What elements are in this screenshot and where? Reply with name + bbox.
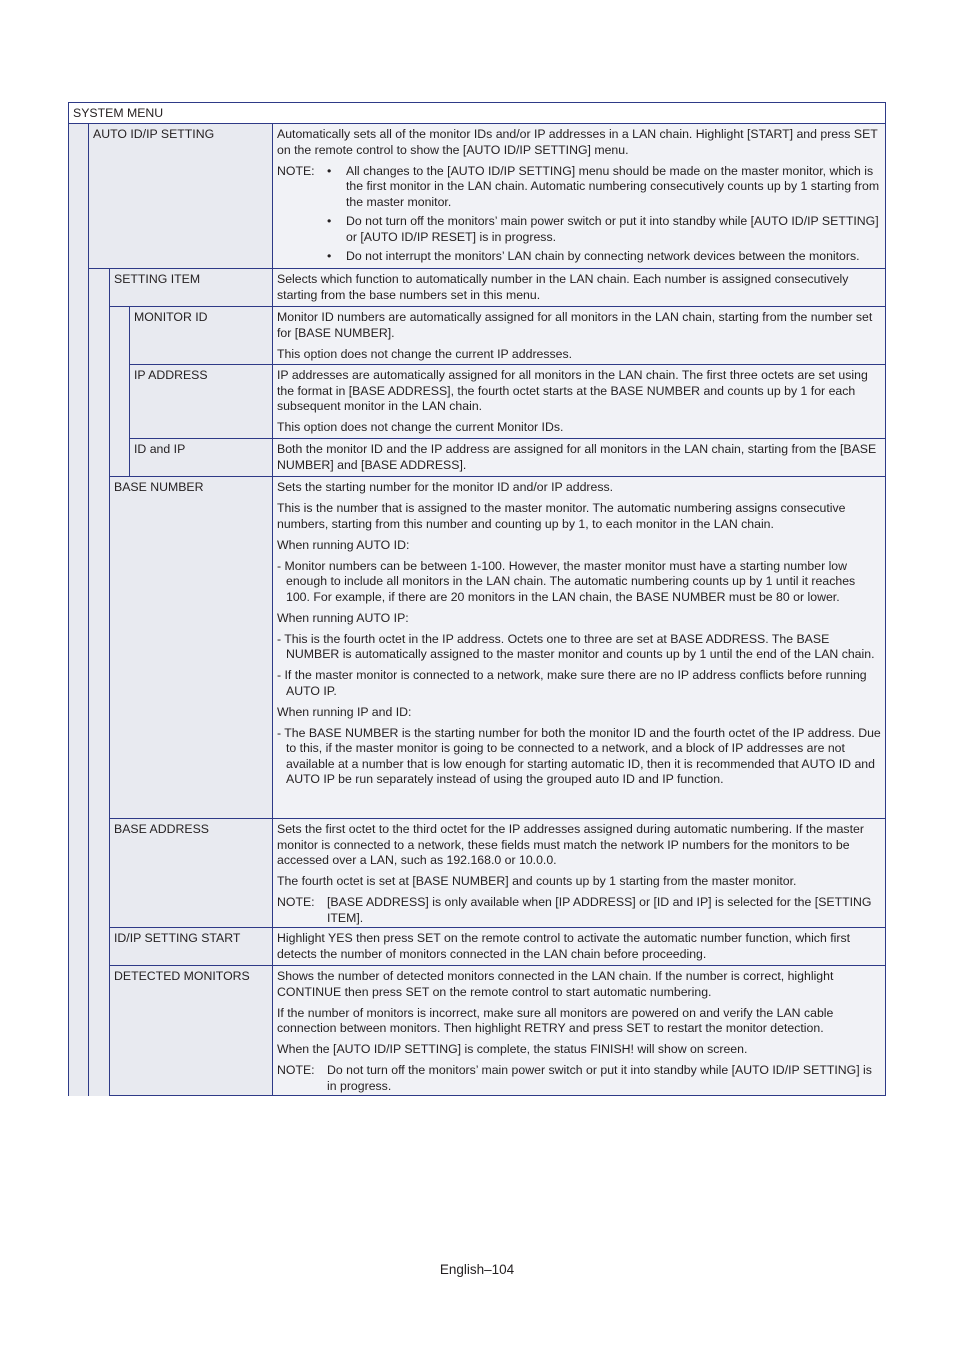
row-monitor-id [129,306,886,365]
row-setting-item [109,268,886,307]
note-label: NOTE: [277,1063,315,1077]
auto-note-2: Do not turn off the monitors’ main power switch or put it into standby while [AUTO ID/IP SETTING] or [AUTO ID/IP RESET] is in progress. [346,214,879,244]
desc-id-ip-setting-start: Highlight YES then press SET on the remote control to activate the automatic number function, which first detects the number of monitors connected in the LAN chain before proceeding. [273,928,885,965]
auto-note-1: All changes to the [AUTO ID/IP SETTING] menu should be made on the master monitor, which is the first monitor in the LAN chain. Automatic numbering consecutively counts up by 1 starting from the master monitor. [346,163,880,209]
row-base-address [109,818,886,928]
label-ip-address: IP ADDRESS [130,365,273,438]
row-id-and-ip [129,438,886,477]
label-base-address: BASE ADDRESS [110,819,273,927]
system-menu-table [68,102,886,1096]
label-id-ip-setting-start: ID/IP SETTING START [110,928,273,965]
label-monitor-id: MONITOR ID [130,307,273,364]
auto-note-3: Do not interrupt the monitors’ LAN chain by connecting network devices between the monitors. [346,249,860,263]
label-base-number: BASE NUMBER [110,477,273,818]
desc-id-and-ip: Both the monitor ID and the IP address are assigned for all monitors in the LAN chain, starting from the [BASE NUMBER] and [BASE ADDRESS]. [273,439,885,476]
page-number: English–104 [439,1262,515,1277]
desc-ip-address: IP addresses are automatically assigned for all monitors in the LAN chain. The first three octets are set using the format in [BASE ADDRESS], the fourth octet starts at the BASE NUMBER and counts up by 1 for each subsequent monitor in the LAN chain. This option does not change the current Monitor IDs. [273,365,885,438]
auto-note [277,164,881,269]
row-id-ip-setting-start [109,927,886,966]
desc-setting-item: Selects which function to automatically number in the LAN chain. Each number is assigned consecutively starting from the base numbers set in this menu. [273,269,885,306]
label-setting-item: SETTING ITEM [110,269,273,306]
indent-bar-2 [89,268,109,1096]
row-ip-address [129,364,886,439]
note-label: NOTE: [277,895,315,909]
row-detected-monitors [109,965,886,1096]
desc-monitor-id: Monitor ID numbers are automatically assigned for all monitors in the LAN chain, starting from the number set for [BASE NUMBER]. This option does not change the current IP addresses. [273,307,885,364]
label-id-and-ip: ID and IP [130,439,273,476]
indent-bar-1 [69,124,88,1096]
bullet-icon: • [327,249,332,263]
auto-desc-text: Automatically sets all of the monitor IDs and/or IP addresses in a LAN chain. Highlight [START] and press SET on the remote control to show the [AUTO ID/IP SETTING] menu. [277,127,878,157]
desc-auto-id-ip-setting [273,124,885,268]
bullet-icon: • [327,163,332,178]
desc-detected-monitors: Shows the number of detected monitors connected in the LAN chain. If the number is correct, highlight CONTINUE then press SET on the remote control to start automatic numbering. If the number of monitors is incorrect, make sure all monitors are powered on and verify the LAN cable connection between monitors. Then highlight RETRY and press SET to restart the monitor detection. When the [AUTO ID/IP SETTING] is complete, the status FINISH! will show on screen. NOTE: Do not turn off the monitors’ main power switch or put it into standby while [AUTO ID/IP SETTING] is in progress. [273,966,885,1095]
label-detected-monitors: DETECTED MONITORS [110,966,273,1095]
desc-base-address: Sets the first octet to the third octet for the IP addresses assigned during automatic numbering. If the master monitor is connected to a network, these fields must match the network IP numbers for the monitors to be accessed over a LAN, such as 192.168.0 or 10.0.0. The fourth octet is set at [BASE NUMBER] and counts up by 1 starting from the master monitor. NOTE: [BASE ADDRESS] is only available when [IP ADDRESS] or [ID and IP] is selected for the [SETTING ITEM]. [273,819,885,927]
row-base-number [109,476,886,819]
note-label: NOTE: [277,163,315,178]
label-auto-id-ip-setting: AUTO ID/IP SETTING [89,124,273,268]
desc-base-number: Sets the starting number for the monitor ID and/or IP address. This is the number that is assigned to the master monitor. The automatic numbering assigns consecutive numbers, starting from this number and counting up by 1, to each monitor in the LAN chain. When running AUTO ID: - Monitor numbers can be between 1-100. However, the master monitor must have a starting number low enough to include all monitors in the LAN chain. The automatic numbering counts up by 1 until it reaches 100. For example, if there are 20 monitors in the LAN chain, the BASE NUMBER must be 80 or lower. When running AUTO IP: - This is the fourth octet in the IP address. Octets one to three are set at BASE ADDRESS. The BASE NUMBER is automatically assigned to the master monitor and counts up by 1 until the end of the LAN chain. - If the master monitor is connected to a network, make sure there are no IP address conflicts before running AUTO IP. When running IP and ID: - The BASE NUMBER is the starting number for both the monitor ID and the fourth octet of the IP address. Due to this, if the master monitor is going to be connected to a network, and a block of IP addresses are not available at a number that is low enough for starting automatic ID, then it is recommended that AUTO ID and AUTO IP be run separately instead of using the grouped auto ID and IP function. [273,477,885,818]
table-header: SYSTEM MENU [68,102,886,124]
bullet-icon: • [327,214,332,228]
row-auto-id-ip-setting [88,123,886,269]
indent-bar-3 [110,306,129,476]
